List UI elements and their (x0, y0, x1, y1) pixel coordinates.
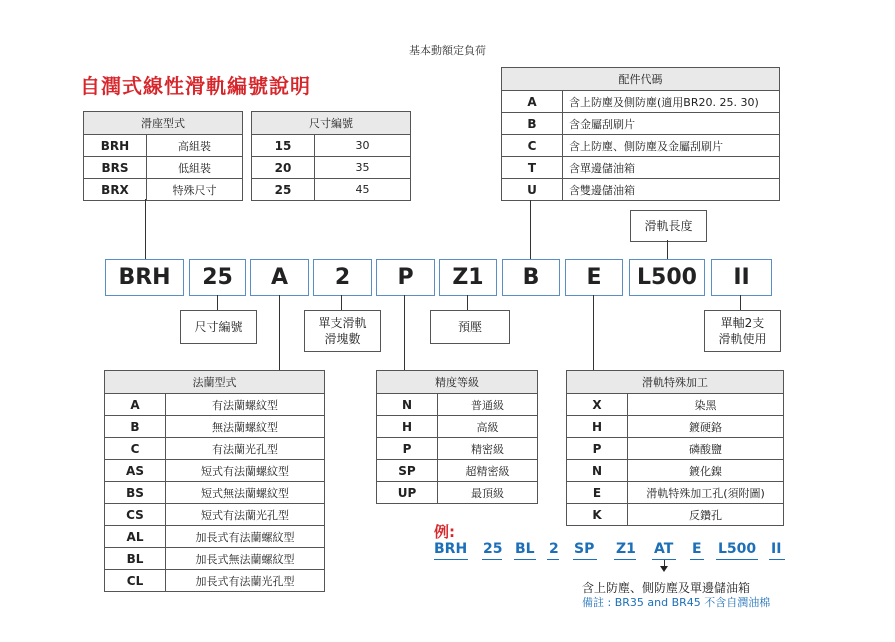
example-code: SP (574, 541, 595, 557)
example-underline (690, 559, 704, 560)
connector-line (667, 240, 668, 259)
size-number-label: 尺寸編號 (180, 310, 257, 344)
table-row: BRH 高組裝 (84, 135, 243, 157)
table-row: AL 加長式有法蘭螺紋型 (105, 526, 325, 548)
table-row: P 精密級 (377, 438, 538, 460)
table-row: U 含雙邊儲油箱 (502, 179, 780, 201)
table-row: N 鍍化鎳 (567, 460, 784, 482)
table-row: K 反鑽孔 (567, 504, 784, 526)
slider-count-label-line2: 滑塊數 (324, 332, 361, 346)
table-row: H 高級 (377, 416, 538, 438)
code-box-precision: P (376, 259, 435, 296)
table-row: 15 30 (252, 135, 411, 157)
code-box-rail-special: E (565, 259, 623, 296)
connector-line (467, 295, 468, 310)
example-remark: 備註 : BR35 and BR45 不含自潤油棉 (582, 596, 771, 609)
rail-special-table (566, 370, 784, 526)
table-row: C 有法蘭光孔型 (105, 438, 325, 460)
table-row: BRS 低組裝 (84, 157, 243, 179)
table-row: A 有法蘭螺紋型 (105, 394, 325, 416)
table-header: 配件代碼 (502, 68, 780, 91)
table-row: BS 短式無法蘭螺紋型 (105, 482, 325, 504)
table-row: BL 加長式無法蘭螺紋型 (105, 548, 325, 570)
example-code: 25 (483, 541, 503, 557)
example-underline (769, 559, 785, 560)
table-row: E 滑軌特殊加工孔(須附圖) (567, 482, 784, 504)
example-underline (547, 559, 559, 560)
connector-line (217, 295, 218, 310)
code-box-slider: BRH (105, 259, 184, 296)
top-note: 基本動額定負荷 (409, 44, 486, 57)
example-underline (434, 559, 468, 560)
table-header: 滑座型式 (84, 112, 243, 135)
connector-line (341, 295, 342, 310)
code-box-rail-length: L500 (629, 259, 705, 296)
example-underline (716, 559, 758, 560)
table-row: X 染黑 (567, 394, 784, 416)
example-code: E (692, 541, 702, 557)
example-code: BRH (434, 541, 468, 557)
size-number-table (251, 111, 411, 201)
table-row: A 含上防塵及側防塵(適用BR20. 25. 30) (502, 91, 780, 113)
precision-grade-table (376, 370, 538, 504)
example-label: 例: (434, 523, 455, 541)
table-header: 滑軌特殊加工 (567, 371, 784, 394)
example-note: 含上防塵、側防塵及單邊儲油箱 (582, 581, 751, 595)
table-row: H 鍍硬鉻 (567, 416, 784, 438)
table-row: 20 35 (252, 157, 411, 179)
table-row: B 無法蘭螺紋型 (105, 416, 325, 438)
axis-label-line2: 滑軌使用 (718, 332, 767, 346)
table-row: N 普通級 (377, 394, 538, 416)
table-header: 尺寸編號 (252, 112, 411, 135)
table-row: CS 短式有法蘭光孔型 (105, 504, 325, 526)
example-underline (573, 559, 597, 560)
example-code: L500 (718, 541, 757, 557)
code-box-flange: A (250, 259, 309, 296)
connector-line (530, 200, 531, 259)
example-underline (514, 559, 536, 560)
example-code: Z1 (616, 541, 636, 557)
table-row: 25 45 (252, 179, 411, 201)
table-header: 法蘭型式 (105, 371, 325, 394)
connector-line (279, 295, 280, 370)
table-row: B 含金屬刮刷片 (502, 113, 780, 135)
example-code: II (771, 541, 782, 557)
table-row: AS 短式有法蘭螺紋型 (105, 460, 325, 482)
connector-line (145, 199, 146, 259)
table-row: SP 超精密級 (377, 460, 538, 482)
connector-line (593, 295, 594, 370)
connector-line (740, 295, 741, 310)
code-box-axis: II (711, 259, 772, 296)
example-underline (614, 559, 636, 560)
table-header: 精度等級 (377, 371, 538, 394)
example-underline (482, 559, 502, 560)
arrow-down-icon (660, 566, 668, 572)
slider-count-label-line1: 單支滑軌 (318, 316, 367, 330)
flange-type-table (104, 370, 325, 592)
axis-label (704, 310, 781, 352)
table-row: BRX 特殊尺寸 (84, 179, 243, 201)
example-code: AT (654, 541, 674, 557)
slider-count-label (304, 310, 381, 352)
slider-type-table (83, 111, 243, 201)
connector-line (404, 295, 405, 370)
table-row: T 含單邊儲油箱 (502, 157, 780, 179)
example-code: BL (515, 541, 535, 557)
table-row: C 含上防塵、側防塵及金屬刮刷片 (502, 135, 780, 157)
table-row: UP 最頂級 (377, 482, 538, 504)
code-box-size: 25 (189, 259, 246, 296)
example-code: 2 (549, 541, 559, 557)
table-row: CL 加長式有法蘭光孔型 (105, 570, 325, 592)
rail-length-label: 滑軌長度 (630, 210, 707, 242)
code-box-preload: Z1 (439, 259, 497, 296)
code-box-accessory: B (502, 259, 560, 296)
axis-label-line1: 單軸2支 (720, 316, 765, 330)
code-box-slider-count: 2 (313, 259, 372, 296)
page-title: 自潤式線性滑軌編號說明 (80, 74, 311, 98)
table-row: P 磷酸鹽 (567, 438, 784, 460)
accessory-code-table (501, 67, 780, 201)
preload-label: 預壓 (430, 310, 510, 344)
